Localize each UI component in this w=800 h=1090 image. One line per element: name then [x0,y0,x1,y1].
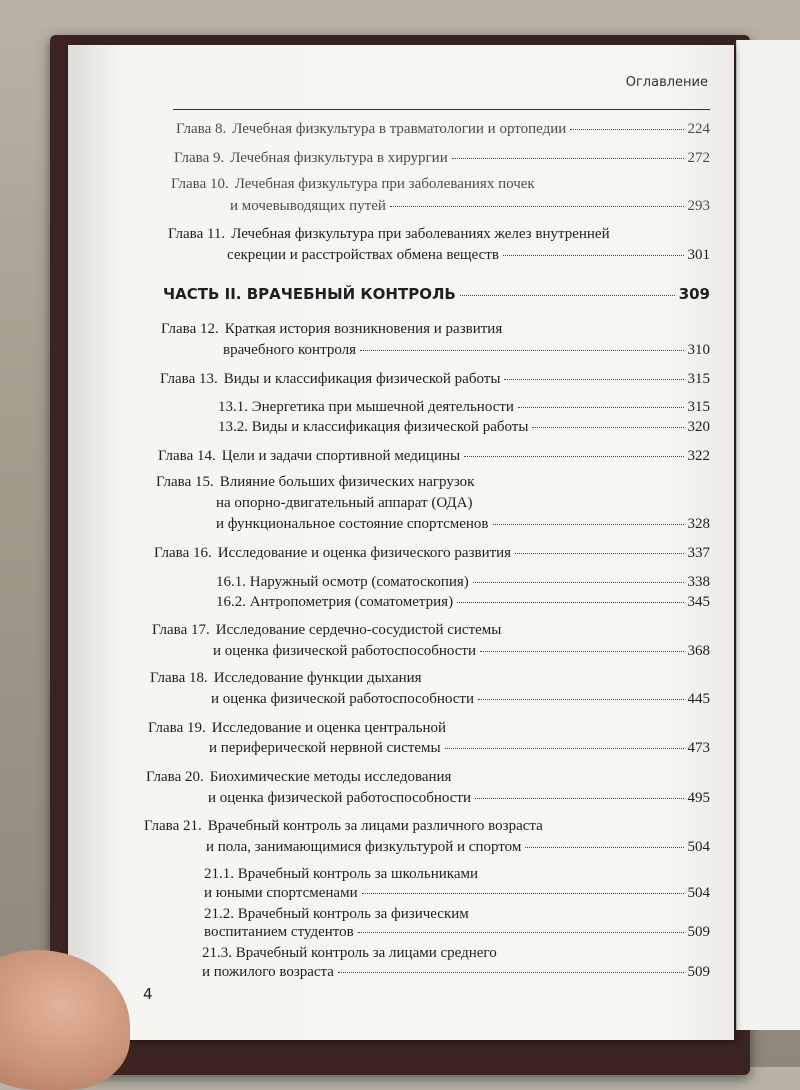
dot-leader [525,847,683,848]
dot-leader [464,456,683,457]
toc-entry-ch18-line2 [211,691,710,708]
toc-entry-ch17-line2 [213,643,710,660]
toc-title: Биохимические методы исследования [209,769,452,785]
dot-leader [360,350,683,351]
dot-leader [445,748,684,749]
toc-entry-ch11-line2 [227,247,710,264]
toc-label: Глава 15. [156,474,214,490]
toc-title-continued: и пожилого возраста [202,964,334,980]
toc-entry-ch10-line2 [230,198,710,215]
toc-page-number: 509 [687,964,710,980]
dot-leader [475,798,683,799]
toc-subentry-21-1-line1 [204,866,710,883]
toc-entry-ch21-line2 [206,839,710,856]
toc-label: Глава 17. [152,622,210,638]
page-number: 4 [143,985,153,1003]
toc-page-number: 495 [687,790,710,806]
toc-entry-ch10-line1 [171,176,710,193]
toc-title: 21.3. Врачебный контроль за лицами среднего [202,945,497,961]
dot-leader [493,524,684,525]
dot-leader [390,206,684,207]
toc-page-number: 301 [687,247,710,263]
toc-entry-ch19-line1 [148,720,710,737]
toc-subentry-21-1-line2 [204,885,710,902]
toc-title: 21.2. Врачебный контроль за физическим [204,906,469,922]
toc-subentry-21-2-line1 [204,906,710,923]
toc-title-continued: и юными спортсменами [204,885,358,901]
toc-title: 13.1. Энергетика при мышечной деятельности [218,399,514,415]
toc-label: Глава 10. [171,176,229,192]
dot-leader [358,932,684,933]
toc-title: 21.1. Врачебный контроль за школьниками [204,866,479,882]
table-of-contents [68,45,734,1040]
toc-label: Глава 19. [148,720,206,736]
dot-leader [478,699,683,700]
toc-subentry-21-3-line2 [202,964,710,981]
toc-title-continued: на опорно-двигательный аппарат (ОДА) [216,495,473,511]
dot-leader [452,158,684,159]
toc-entry-ch15-line3 [216,516,710,533]
toc-label: Глава 16. [154,545,212,561]
toc-title-continued: врачебного контроля [223,342,357,358]
toc-title: 16.1. Наружный осмотр (соматоскопия) [216,574,469,590]
toc-page-number: 504 [687,839,710,855]
toc-title: Врачебный контроль за лицами различного возраста [207,818,543,834]
toc-subentry-21-3-line1 [202,945,710,962]
toc-title: Исследование функции дыхания [213,670,422,686]
toc-page-number: 272 [687,150,710,166]
toc-entry-ch20-line2 [208,790,710,807]
toc-label: Глава 20. [146,769,204,785]
toc-title: Исследование сердечно-сосудистой системы [215,622,502,638]
dot-leader [362,893,684,894]
toc-page-number: 322 [687,448,710,464]
dot-leader [338,972,684,973]
dot-leader [532,427,683,428]
toc-entry-ch21-line1 [144,818,710,835]
toc-page-number: 328 [687,516,710,532]
toc-label: Глава 11. [168,226,226,242]
toc-page-number: 315 [687,371,710,387]
toc-title-continued: и периферической нервной системы [209,740,441,756]
toc-entry-ch19-line2 [209,740,710,757]
toc-page-number: 309 [678,285,710,303]
toc-page-number: 504 [687,885,710,901]
toc-page-number: 445 [687,691,710,707]
toc-label: Глава 14. [158,448,216,464]
toc-page-number: 368 [687,643,710,659]
dot-leader [457,602,683,603]
toc-part-heading [163,285,710,303]
toc-title: Лечебная физкультура при заболеваниях почек [234,176,535,192]
dot-leader [473,582,684,583]
toc-label: Глава 13. [160,371,218,387]
toc-title-continued: секреции и расстройствах обмена веществ [227,247,499,263]
toc-title-continued: воспитанием студентов [204,924,354,940]
toc-title: Исследование и оценка центральной [211,720,447,736]
book-page [68,45,734,1040]
toc-title: Виды и классификация физической работы [223,371,501,387]
dot-leader [503,255,684,256]
toc-title: Лечебная физкультура в хирургии [230,150,448,166]
toc-label: Глава 12. [161,321,219,337]
toc-entry-ch9 [174,150,710,167]
toc-page-number: 509 [687,924,710,940]
running-head: Оглавление [625,75,708,90]
toc-entry-ch17-line1 [152,622,710,639]
toc-subentry-16-2 [216,594,710,611]
toc-title: Лечебная физкультура при заболеваниях желез внутренней [231,226,610,242]
toc-entry-ch8 [176,121,710,138]
toc-subentry-13-1 [218,399,710,416]
toc-entry-ch20-line1 [146,769,710,786]
toc-entry-ch18-line1 [150,670,710,687]
toc-title: 13.2. Виды и классификация физической работы [218,419,529,435]
part-title: ЧАСТЬ II. ВРАЧЕБНЫЙ КОНТРОЛЬ [163,285,456,303]
toc-entry-ch15-line1 [156,474,710,491]
toc-subentry-21-2-line2 [204,924,710,941]
toc-title-continued: и мочевыводящих путей [230,198,386,214]
toc-page-number: 315 [687,399,710,415]
toc-title-continued: и оценка физической работоспособности [211,691,475,707]
toc-subentry-13-2 [218,419,710,436]
toc-title-continued: и функциональное состояние спортсменов [216,516,489,532]
toc-page-number: 320 [687,419,710,435]
toc-page-number: 473 [687,740,710,756]
toc-title: Исследование и оценка физического развития [217,545,512,561]
toc-label: Глава 18. [150,670,208,686]
toc-title-continued: и оценка физической работоспособности [208,790,472,806]
toc-entry-ch13 [160,371,710,388]
dot-leader [515,553,683,554]
dot-leader [570,129,683,130]
toc-title-continued: и пола, занимающимися физкультурой и спортом [206,839,522,855]
toc-entry-ch11-line1 [168,226,710,243]
dot-leader [518,407,684,408]
toc-title: Краткая история возникновения и развития [224,321,503,337]
toc-page-number: 224 [687,121,710,137]
toc-entry-ch14 [158,448,710,465]
toc-title-continued: и оценка физической работоспособности [213,643,477,659]
toc-page-number: 310 [687,342,710,358]
toc-title: 16.2. Антропометрия (соматометрия) [216,594,454,610]
toc-label: Глава 8. [176,121,227,137]
dot-leader [480,651,683,652]
toc-entry-ch15-line2 [216,495,710,512]
toc-title: Влияние больших физических нагрузок [219,474,475,490]
toc-page-number: 338 [687,574,710,590]
toc-entry-ch16 [154,545,710,562]
toc-subentry-16-1 [216,574,710,591]
toc-label: Глава 9. [174,150,225,166]
toc-label: Глава 21. [144,818,202,834]
adjacent-page [736,40,800,1030]
toc-page-number: 337 [687,545,710,561]
dot-leader [460,295,675,296]
toc-title: Цели и задачи спортивной медицины [221,448,461,464]
toc-page-number: 345 [687,594,710,610]
dot-leader [504,379,683,380]
toc-title: Лечебная физкультура в травматологии и ортопедии [232,121,567,137]
toc-entry-ch12-line1 [161,321,710,338]
toc-page-number: 293 [687,198,710,214]
toc-entry-ch12-line2 [223,342,710,359]
